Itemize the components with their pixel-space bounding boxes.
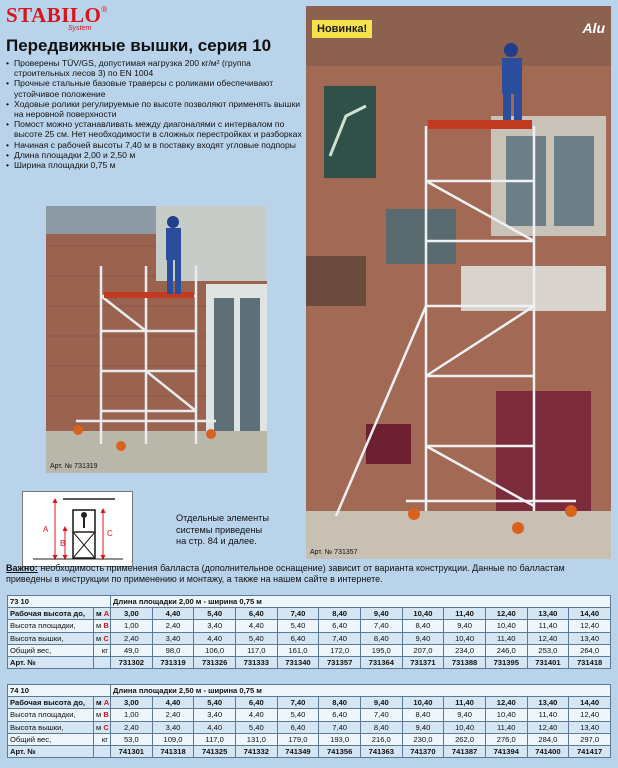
feature-item: • Ходовые ролики регулируемые по высоте позволяют применять вышки на неровной поверхности [6, 99, 306, 119]
table-cell: 7,40 [277, 608, 319, 620]
table-cell: 2,40 [152, 620, 194, 632]
feature-item: • Прочные стальные базовые траверсы с роликами обеспечивают устойчивое положение [6, 78, 306, 98]
table-cell: 741318 [152, 745, 194, 757]
row-label: Высота площадки, [8, 709, 94, 721]
table-cell: 13,40 [569, 721, 611, 733]
table-cell: 284,0 [527, 733, 569, 745]
brand-name: STABILO [6, 3, 102, 27]
table-cell: 3,40 [194, 620, 236, 632]
table-row [8, 632, 611, 644]
tower-dimension-diagram [23, 492, 132, 566]
table-cell: 731302 [111, 656, 153, 668]
table-cell: 7,40 [277, 697, 319, 709]
feature-list [6, 58, 306, 170]
row-unit [94, 608, 111, 620]
table-cell: 8,40 [360, 632, 402, 644]
table-cell: 131,0 [235, 733, 277, 745]
table-cell: 10,40 [444, 632, 486, 644]
table-cell: 117,0 [235, 644, 277, 656]
table-cell: 11,40 [485, 632, 527, 644]
scaffold-photo-illustration [46, 206, 267, 473]
table-cell: 7,40 [360, 620, 402, 632]
table-cell: 9,40 [402, 721, 444, 733]
table-cell: 14,40 [569, 608, 611, 620]
row-label: Высота вышки, [8, 632, 94, 644]
table-cell: 106,0 [194, 644, 236, 656]
brand-system-label: System [68, 25, 92, 32]
feature-item: • Проверены TÜV/GS, допустимая нагрузка 200 кг/м² (группа строительных лесов 3) по EN 1004 [6, 58, 306, 78]
table-cell: 741394 [485, 745, 527, 757]
table-cell: 1,00 [111, 620, 153, 632]
table-cell: 9,40 [360, 697, 402, 709]
important-lead: Важно: [6, 563, 38, 573]
new-badge: Новинка! [312, 20, 372, 38]
schema-note: Отдельные элементы системы приведены на стр. 84 и далее. [176, 513, 269, 546]
table-cell: 10,40 [485, 709, 527, 721]
table-cell: 3,40 [194, 709, 236, 721]
row-label: Общий вес, [8, 733, 94, 745]
unit-text: м [96, 710, 102, 720]
table-cell: 731401 [527, 656, 569, 668]
table-cell: 741417 [569, 745, 611, 757]
table-id: 73 10 [8, 596, 111, 608]
table-cell: 6,40 [235, 697, 277, 709]
table-cell: 11,40 [485, 721, 527, 733]
table-cell: 230,0 [402, 733, 444, 745]
table-cell: 12,40 [569, 709, 611, 721]
row-label: Высота площадки, [8, 620, 94, 632]
page-title: Передвижные вышки, серия 10 [6, 36, 272, 55]
row-unit [94, 632, 111, 644]
table-row [8, 733, 611, 745]
table-cell: 13,40 [527, 697, 569, 709]
unit-text: кг [101, 734, 109, 744]
dimension-mark: A [103, 698, 110, 708]
table-cell: 741301 [111, 745, 153, 757]
table-cell: 6,40 [277, 632, 319, 644]
table-cell: 6,40 [235, 608, 277, 620]
table-cell: 4,40 [235, 709, 277, 721]
table-cell: 195,0 [360, 644, 402, 656]
table-cell: 3,00 [111, 697, 153, 709]
table-cell: 172,0 [319, 644, 361, 656]
table-cell: 98,0 [152, 644, 194, 656]
table-cell: 10,40 [402, 697, 444, 709]
table-cell: 12,40 [569, 620, 611, 632]
table-cell: 741349 [277, 745, 319, 757]
table-cell: 253,0 [527, 644, 569, 656]
table-cell: 117,0 [194, 733, 236, 745]
table-cell: 4,40 [152, 697, 194, 709]
table-row [8, 656, 611, 668]
table-cell: 14,40 [569, 697, 611, 709]
table-cell: 11,40 [527, 709, 569, 721]
table-caption: Длина площадки 2,00 м - ширина 0,75 м [111, 596, 611, 608]
table-cell: 2,40 [111, 632, 153, 644]
table-caption: Длина площадки 2,50 м - ширина 0,75 м [111, 685, 611, 697]
table-cell: 731371 [402, 656, 444, 668]
table-cell: 5,40 [194, 608, 236, 620]
table-cell: 276,0 [485, 733, 527, 745]
table-cell: 731388 [444, 656, 486, 668]
dimension-b-label: B [60, 539, 66, 548]
unit-text: кг [101, 645, 109, 655]
row-unit [94, 721, 111, 733]
table-cell: 10,40 [485, 620, 527, 632]
row-unit [94, 709, 111, 721]
row-unit [94, 745, 111, 757]
table-cell: 5,40 [194, 697, 236, 709]
table-row [8, 608, 611, 620]
table-cell: 9,40 [444, 620, 486, 632]
table-cell: 7,40 [319, 632, 361, 644]
table-cell: 11,40 [527, 620, 569, 632]
table-cell: 5,40 [235, 721, 277, 733]
row-unit [94, 733, 111, 745]
table-cell: 3,00 [111, 608, 153, 620]
table-cell: 7,40 [319, 721, 361, 733]
table-cell: 731418 [569, 656, 611, 668]
row-label: Общий вес, [8, 644, 94, 656]
table-cell: 11,40 [444, 697, 486, 709]
dimension-mark: C [103, 722, 109, 732]
specs-table-2m [7, 595, 611, 669]
table-cell: 12,40 [527, 721, 569, 733]
table-cell: 11,40 [444, 608, 486, 620]
table-cell: 9,40 [444, 709, 486, 721]
feature-item: • Начиная с рабочей высоты 7,40 м в поставку входят угловые подпоры [6, 140, 306, 150]
unit-text: м [96, 609, 102, 619]
table-cell: 264,0 [569, 644, 611, 656]
brand-registered-mark: ® [101, 5, 108, 14]
important-text: необходимость применения балласта (дополнительное оснащение) зависит от варианта конструкции. Данные по балластам приведены в инструкции по применению и монтажу, а также на нашем сайте в интернете. [6, 563, 565, 584]
row-unit [94, 620, 111, 632]
table-cell: 234,0 [444, 644, 486, 656]
table-cell: 13,40 [569, 632, 611, 644]
table-cell: 4,40 [152, 608, 194, 620]
table-cell: 6,40 [319, 620, 361, 632]
dimension-mark: B [103, 710, 109, 720]
table-cell: 2,40 [111, 721, 153, 733]
product-photo-small [46, 206, 267, 473]
table-cell: 4,40 [194, 721, 236, 733]
table-cell: 8,40 [402, 709, 444, 721]
table-cell: 6,40 [319, 709, 361, 721]
table-cell: 5,40 [277, 620, 319, 632]
table-cell: 731319 [152, 656, 194, 668]
table-cell: 10,40 [444, 721, 486, 733]
feature-item: • Ширина площадки 0,75 м [6, 160, 306, 170]
dimension-mark: B [103, 621, 109, 631]
dimension-a-label: A [43, 525, 49, 534]
table-cell: 4,40 [194, 632, 236, 644]
table-cell: 1,00 [111, 709, 153, 721]
table-cell: 193,0 [319, 733, 361, 745]
table-cell: 8,40 [402, 620, 444, 632]
table-header-row [8, 685, 611, 697]
row-label: Арт. № [8, 656, 94, 668]
table-cell: 741363 [360, 745, 402, 757]
table-cell: 731395 [485, 656, 527, 668]
table-row [8, 745, 611, 757]
row-label: Рабочая высота до, [8, 608, 94, 620]
table-cell: 12,40 [527, 632, 569, 644]
scaffold-photo-illustration [306, 6, 611, 559]
table-cell: 6,40 [277, 721, 319, 733]
table-cell: 262,0 [444, 733, 486, 745]
unit-text: м [96, 633, 102, 643]
important-note [6, 563, 612, 585]
table-cell: 741400 [527, 745, 569, 757]
table-cell: 741356 [319, 745, 361, 757]
table-cell: 53,0 [111, 733, 153, 745]
table-cell: 49,0 [111, 644, 153, 656]
table-cell: 161,0 [277, 644, 319, 656]
specs-table-2-5m [7, 684, 611, 758]
table-cell: 8,40 [360, 721, 402, 733]
table-cell: 8,40 [319, 608, 361, 620]
row-unit [94, 656, 111, 668]
table-cell: 10,40 [402, 608, 444, 620]
row-label: Рабочая высота до, [8, 697, 94, 709]
row-label: Арт. № [8, 745, 94, 757]
table-cell: 3,40 [152, 721, 194, 733]
table-cell: 9,40 [402, 632, 444, 644]
row-label: Высота вышки, [8, 721, 94, 733]
feature-item: • Помост можно устанавливать между диагоналями с интервалом по высоте 25 см. Нет необходимости в сложных перестройках и разборках [6, 119, 306, 139]
table-cell: 3,40 [152, 632, 194, 644]
row-unit [94, 697, 111, 709]
unit-text: м [96, 722, 102, 732]
table-cell: 297,0 [569, 733, 611, 745]
table-cell: 731340 [277, 656, 319, 668]
photo-caption: Арт. № 731357 [310, 549, 358, 556]
table-cell: 13,40 [527, 608, 569, 620]
unit-text: м [96, 698, 102, 708]
brand-logo [6, 3, 126, 32]
table-cell: 731333 [235, 656, 277, 668]
table-row [8, 721, 611, 733]
table-cell: 731326 [194, 656, 236, 668]
table-cell: 179,0 [277, 733, 319, 745]
product-photo-large [306, 6, 611, 559]
table-cell: 5,40 [277, 709, 319, 721]
table-row [8, 709, 611, 721]
table-cell: 12,40 [485, 697, 527, 709]
table-cell: 741332 [235, 745, 277, 757]
table-cell: 4,40 [235, 620, 277, 632]
table-cell: 12,40 [485, 608, 527, 620]
unit-text: м [96, 621, 102, 631]
table-cell: 741387 [444, 745, 486, 757]
table-cell: 8,40 [319, 697, 361, 709]
table-cell: 109,0 [152, 733, 194, 745]
dimension-schema [22, 491, 133, 567]
table-row [8, 620, 611, 632]
feature-item: • Длина площадки 2,00 и 2,50 м [6, 150, 306, 160]
table-cell: 741325 [194, 745, 236, 757]
table-cell: 5,40 [235, 632, 277, 644]
table-cell: 207,0 [402, 644, 444, 656]
table-cell: 731364 [360, 656, 402, 668]
table-cell: 9,40 [360, 608, 402, 620]
table-id: 74 10 [8, 685, 111, 697]
table-row [8, 644, 611, 656]
dimension-mark: A [103, 609, 110, 619]
dimension-c-label: C [107, 529, 113, 538]
row-unit [94, 644, 111, 656]
table-cell: 741370 [402, 745, 444, 757]
table-cell: 246,0 [485, 644, 527, 656]
table-cell: 7,40 [360, 709, 402, 721]
table-cell: 731357 [319, 656, 361, 668]
material-tag: Alu [582, 20, 605, 36]
table-cell: 2,40 [152, 709, 194, 721]
dimension-mark: C [103, 633, 109, 643]
table-row [8, 697, 611, 709]
table-cell: 216,0 [360, 733, 402, 745]
photo-caption: Арт. № 731319 [50, 463, 98, 470]
table-header-row [8, 596, 611, 608]
